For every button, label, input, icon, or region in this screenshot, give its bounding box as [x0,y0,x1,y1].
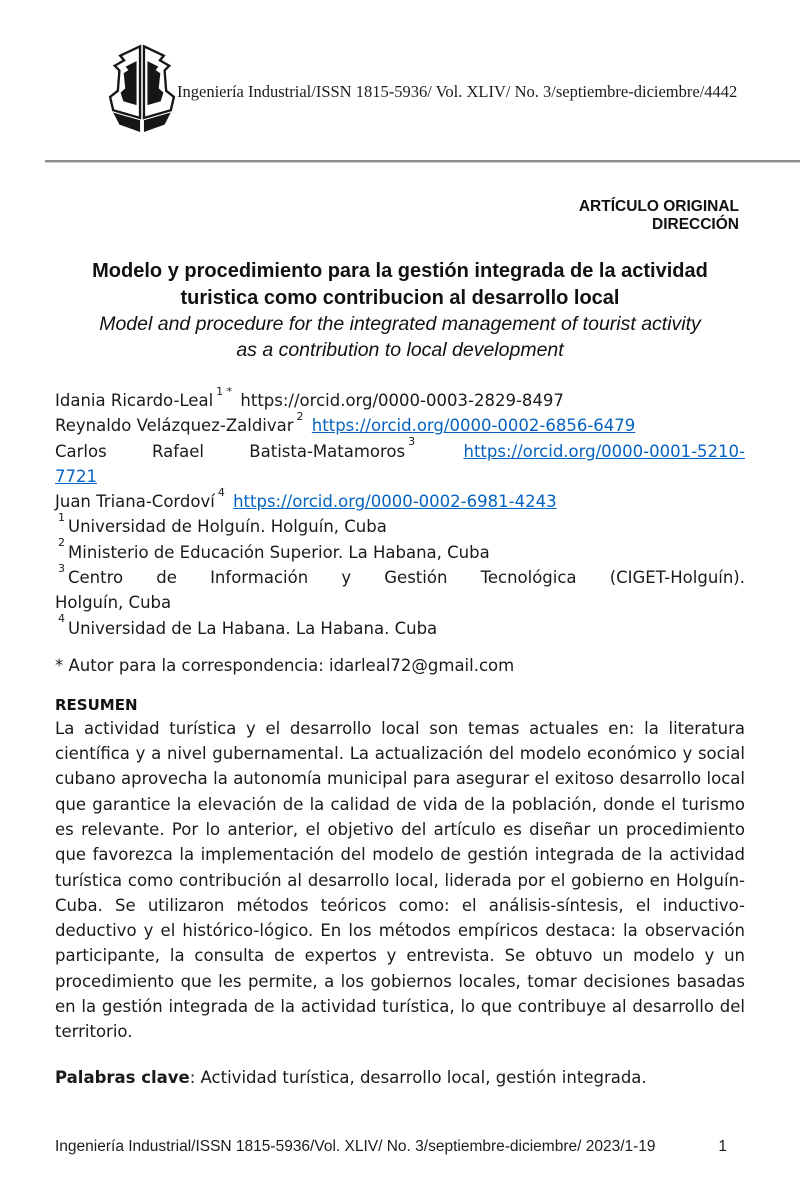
author-line [55,435,745,464]
author-name: Carlos Rafael Batista-Matamoros [55,441,406,461]
author-name: Idania Ricardo-Leal [55,391,214,410]
author-affil-marker: 1 * [216,384,233,398]
correspondence-email: idarleal72@gmail.com [329,655,515,675]
author-name: Reynaldo Velázquez-Zaldivar [55,416,294,436]
orcid-link[interactable]: https://orcid.org/0000-0001-5210- [463,441,745,461]
affil-marker: 4 [58,612,65,626]
affil-marker: 1 [58,511,65,525]
orcid-link[interactable]: 7721 [55,466,97,486]
footer-journal-line: Ingeniería Industrial/ISSN 1815-5936/Vol. XLIV/ No. 3/septiembre-diciembre/ 2023/1-19 [55,1138,656,1155]
article-title-es: Modelo y procedimiento para la gestión integrada de la actividad turistica como contribucion al desarrollo local [92,260,708,309]
article-section-label: DIRECCIÓN [652,216,739,233]
correspondence-line [55,653,745,678]
article-type-label: ARTÍCULO ORIGINAL [578,198,739,215]
article-type-kicker [55,198,745,234]
affiliation-line: $^2$ Ministerio de Educación Superior. La Habana, Cuba [58,536,490,562]
abstract-text: La actividad turística y el desarrollo local son temas actuales en: la literatura científica y a nivel gubernamental. La actualización del modelo económico y social cubano aprovecha la autonomía municipal para asegurar el exitoso desarrollo local que garantice la elevación de la calidad de vida de la población, donde el turismo es relevante. Por lo anterior, el objetivo del artículo es diseñar un procedimiento que favorezca la implementación del modelo de gestión integrada de la actividad turística como contribución al desarrollo local, liderada por el gobierno en Holguín-Cuba. Se utilizaron métodos teóricos como: el análisis-síntesis, el inductivo-deductivo y el histórico-lógico. En los métodos empíricos destaca: la observación participante, la consulta de expertos y entrevista. Se obtuvo un modelo y un procedimiento que les permite, a los gobiernos locales, tomar decisiones basadas en la gestión integrada de la actividad turística, lo que contribuye al desarrollo del territorio. [55,718,745,1042]
article-title-en: Model and procedure for the integrated management of tourist activity as a contribution to local development [99,313,701,361]
journal-issn-line: Ingeniería Industrial/ISSN 1815-5936/ Vol. XLIV/ No. 3/septiembre-diciembre/4442 [177,81,738,101]
author-affil-marker: 2 [296,409,304,423]
author-line-wrap [55,464,745,489]
correspondence-label: * Autor para la correspondencia: [55,655,324,675]
affiliation-line-wrap: Holguín, Cuba [55,593,172,613]
orcid-text: https://orcid.org/0000-0003-2829-8497 [240,391,564,410]
orcid-link[interactable]: https://orcid.org/0000-0002-6856-6479 [311,416,636,436]
author-name: Juan Triana-Cordoví [55,492,215,512]
affiliation-line: $^3$ Centro de Información y Gestión Tecnológica (CIGET-Holguín). [58,561,745,588]
affiliation-list [55,511,745,640]
author-line [55,485,745,514]
affiliation-line: $^1$ Universidad de Holguín. Holguín, Cuba [58,511,387,537]
journal-logo-icon [103,44,181,139]
article-body [55,198,745,1106]
abstract-heading: RESUMEN [55,695,138,714]
author-line [55,384,745,413]
orcid-link[interactable]: https://orcid.org/0000-0002-6981-4243 [233,492,557,512]
footer-page-number: 1 [718,1138,727,1155]
page-footer [55,1138,727,1156]
affiliation-line: $^4$ Universidad de La Habana. La Habana. Cuba [58,612,438,638]
author-affil-marker: 3 [408,435,416,449]
affil-marker: 2 [58,536,65,550]
keywords-line [55,1065,745,1090]
journal-header [103,44,737,139]
author-list [55,384,745,514]
keywords-label: Palabras clave [55,1067,190,1087]
header-divider [45,160,800,163]
author-affil-marker: 4 [217,485,225,499]
affil-marker: 3 [58,561,65,575]
keywords-text: : Actividad turística, desarrollo local, gestión integrada. [189,1067,647,1087]
author-line [55,409,745,438]
